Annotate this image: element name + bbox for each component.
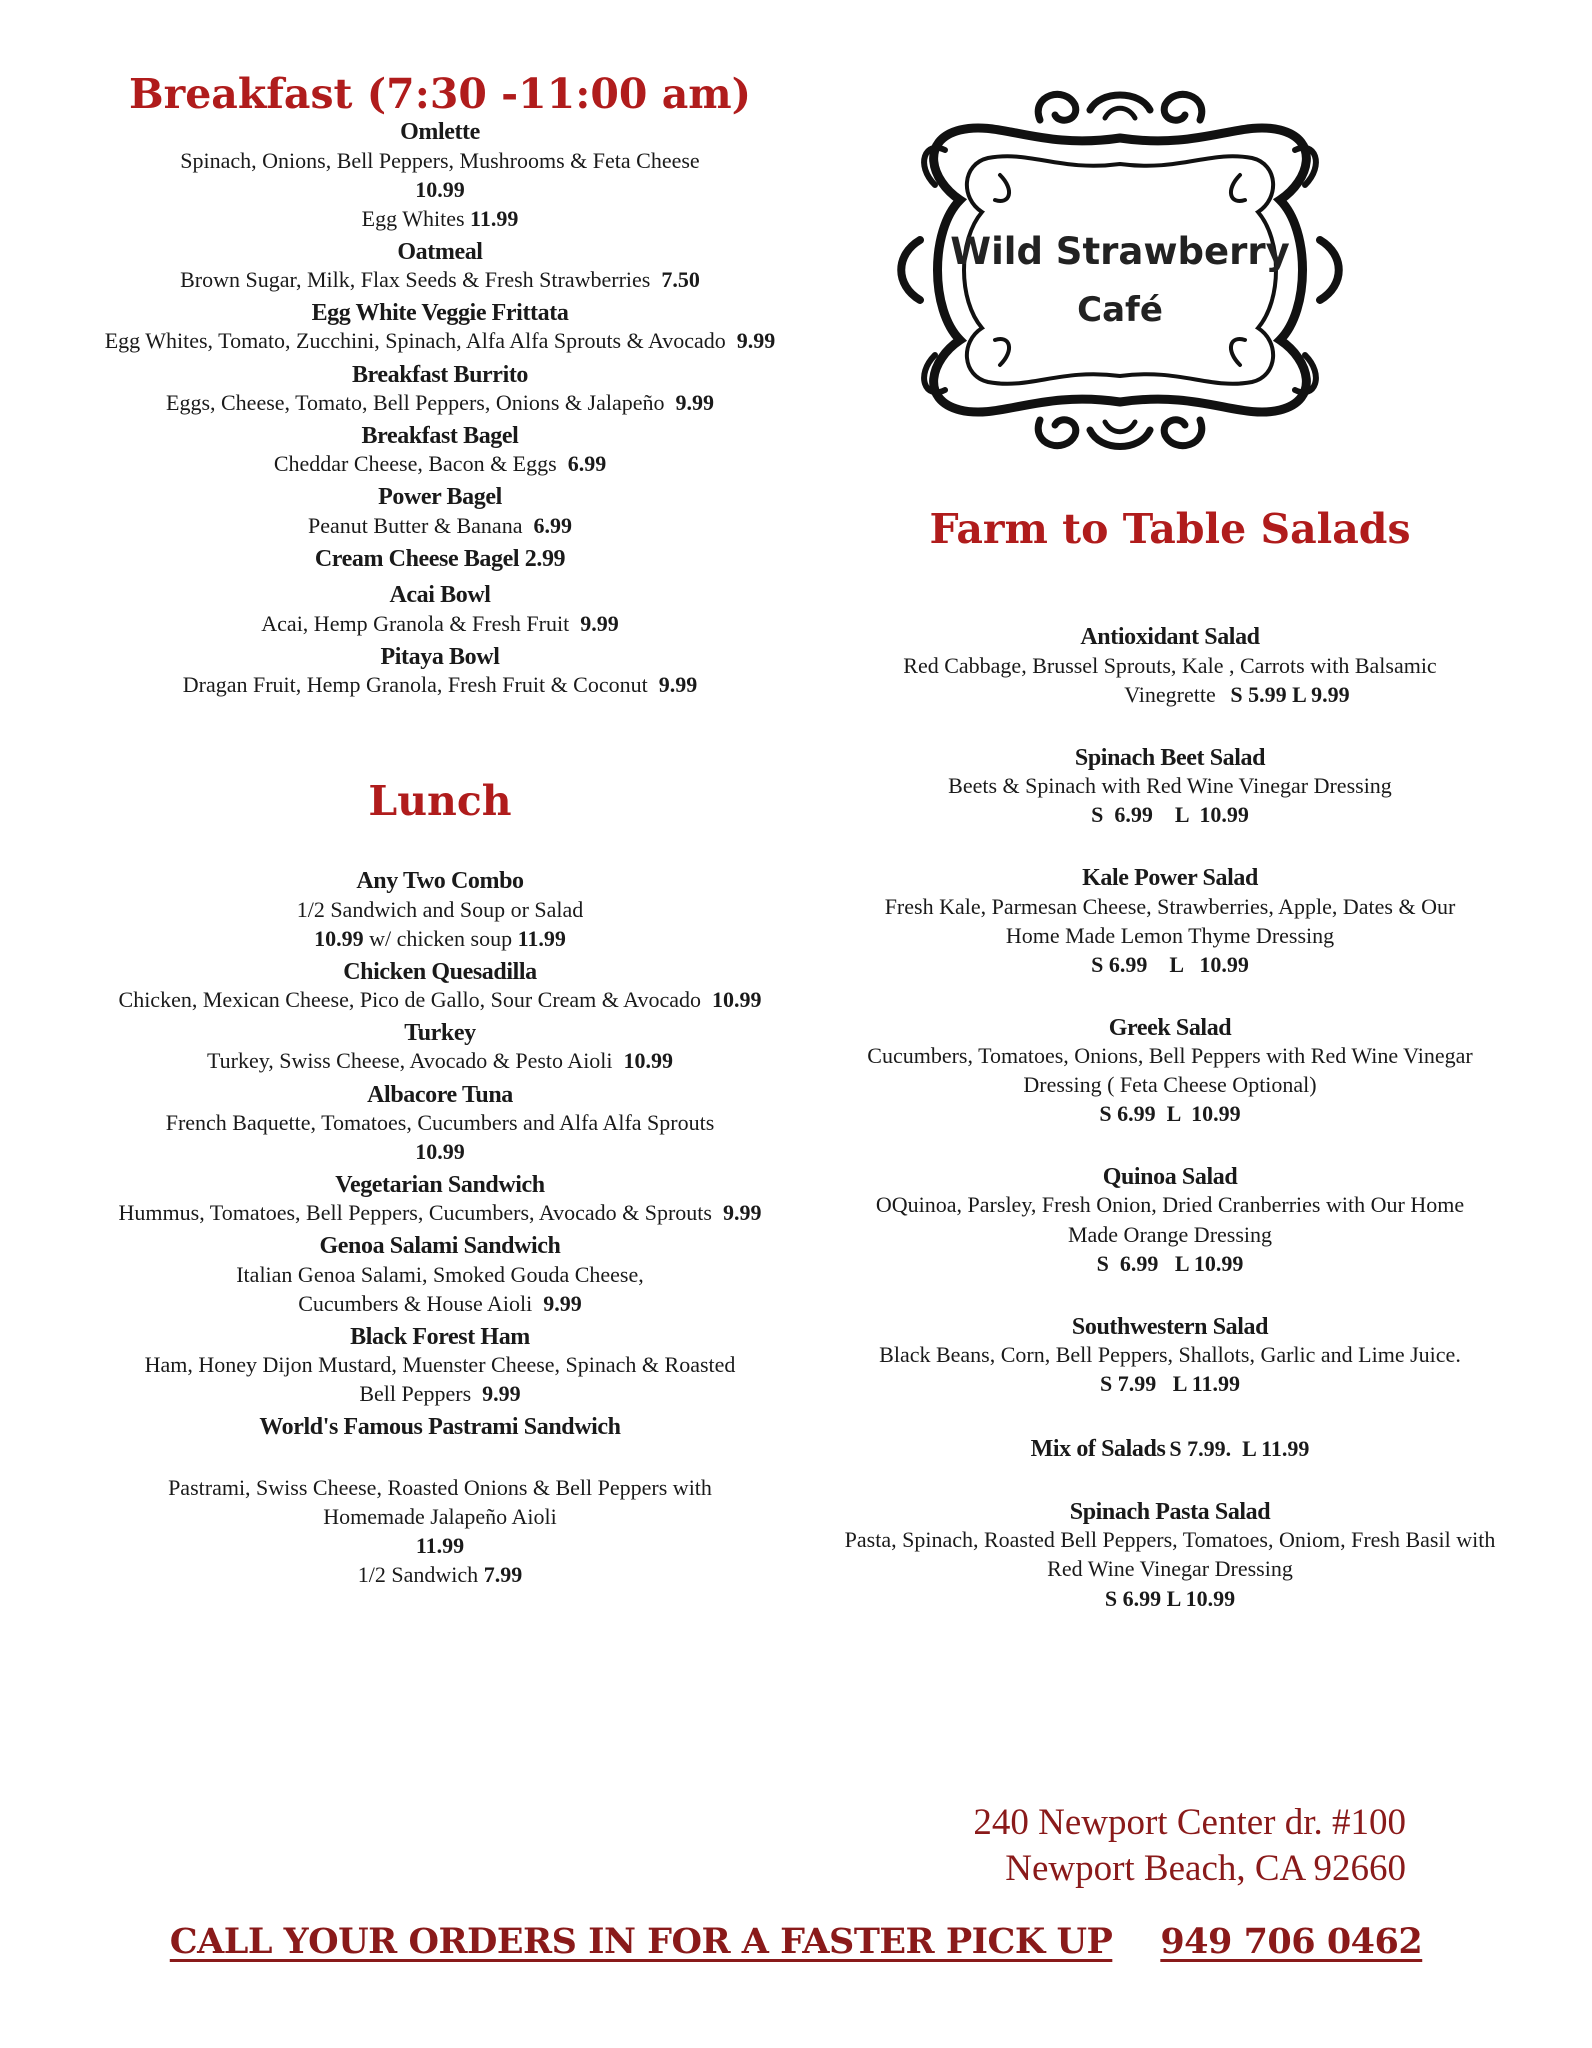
item-desc: Cucumbers, Tomatoes, Onions, Bell Peppers with Red Wine Vinegar Dressing ( Feta Cheese Optional) (867, 1043, 1473, 1098)
item-price: 10.99 (623, 1048, 674, 1074)
item-name: Breakfast Burrito (351, 361, 529, 388)
address-line-2: Newport Beach, CA 92660 (1005, 1848, 1406, 1890)
item-price: 6.99 (567, 451, 607, 477)
item-desc: Dragan Fruit, Hemp Granola, Fresh Fruit & Coconut (182, 671, 648, 697)
item-desc: French Baquette, Tomatoes, Cucumbers and Alfa Alfa Sprouts (165, 1109, 715, 1135)
item-name: Spinach Beet Salad (1074, 744, 1266, 771)
item-name: Antioxidant Salad (1080, 624, 1260, 651)
item-price: 10.99 (711, 987, 762, 1013)
cafe-logo (890, 80, 1350, 460)
item-desc: Peanut Butter & Banana (308, 512, 523, 538)
item-name: Black Forest Ham (350, 1323, 530, 1350)
menu-item (100, 423, 780, 478)
address-line-1: 240 Newport Center dr. #100 (973, 1802, 1406, 1843)
item-desc-line (100, 670, 780, 699)
extra-price: 7.99 (483, 1561, 523, 1587)
lunch-list (100, 868, 780, 1589)
item-name: Egg White Veggie Frittata (311, 300, 569, 327)
item-name: Kale Power Salad (1082, 865, 1258, 892)
item-desc-line (100, 1046, 780, 1075)
item-price: 11.99 (415, 1532, 465, 1558)
item-desc: Pasta, Spinach, Roasted Bell Peppers, Tomatoes, Oniom, Fresh Basil with Red Wine Vinegar Dressing (844, 1527, 1496, 1582)
extra-label: w/ chicken soup (369, 925, 513, 951)
item-price: S 7.99. L 11.99 (1169, 1436, 1310, 1462)
item-price: 9.99 (482, 1381, 521, 1407)
item-name: Breakfast Bagel (361, 422, 519, 449)
menu-item (820, 1314, 1520, 1398)
item-desc-line (100, 1260, 780, 1318)
item-name: Any Two Combo (356, 868, 524, 895)
item-name: Albacore Tuna (367, 1081, 513, 1108)
item-extra (100, 204, 780, 233)
menu-item (820, 624, 1520, 708)
item-desc: Brown Sugar, Milk, Flax Seeds & Fresh Strawberries (180, 267, 651, 293)
item-price: 10.99 (314, 925, 364, 951)
menu-item (820, 1164, 1520, 1277)
menu-item (100, 239, 780, 294)
item-extra (100, 1560, 780, 1589)
call-to-order-banner (0, 1921, 1592, 1962)
menu-item (820, 865, 1520, 978)
item-name: Vegetarian Sandwich (335, 1171, 545, 1198)
item-price: S 6.99 L 10.99 (1096, 1250, 1244, 1276)
logo-line-2: Café (1077, 290, 1163, 330)
item-name: Acai Bowl (389, 582, 491, 609)
salads-list (820, 624, 1520, 1612)
item-desc: Eggs, Cheese, Tomato, Bell Peppers, Onions & Jalapeño (166, 389, 665, 415)
extra-label: Egg Whites (361, 205, 465, 231)
item-desc-line (100, 388, 780, 417)
menu-item (100, 362, 780, 417)
item-name: Pitaya Bowl (380, 643, 500, 670)
item-price: 9.99 (722, 1200, 762, 1226)
item-desc: Beets & Spinach with Red Wine Vinegar Dressing (948, 773, 1392, 799)
item-name: Oatmeal (397, 238, 483, 265)
menu-item (100, 1082, 780, 1166)
menu-item (820, 1499, 1520, 1612)
menu-item (100, 1020, 780, 1075)
item-price: S 5.99 L 9.99 (1230, 681, 1350, 707)
menu-item (820, 745, 1520, 829)
item-price: 9.99 (736, 328, 776, 354)
item-desc-line (100, 265, 780, 294)
item-price-line (100, 924, 780, 953)
menu-item (100, 582, 780, 637)
menu-item (100, 119, 780, 232)
item-price: S 6.99 L 10.99 (1091, 951, 1249, 977)
item-price: S 6.99 L 10.99 (1091, 802, 1249, 828)
menu-item (100, 644, 780, 699)
item-desc-line (100, 449, 780, 478)
item-desc: Fresh Kale, Parmesan Cheese, Strawberries, Apple, Dates & Our Home Made Lemon Thyme Dressing (884, 893, 1456, 948)
salads-title: Farm to Table Salads (929, 505, 1411, 553)
item-desc: OQuinoa, Parsley, Fresh Onion, Dried Cranberries with Our Home Made Orange Dressing (875, 1192, 1465, 1247)
address-block (973, 1800, 1406, 1893)
breakfast-list (100, 119, 780, 699)
callout-text: CALL YOUR ORDERS IN FOR A FASTER PICK UP (169, 1921, 1113, 1962)
item-price: 6.99 (533, 512, 572, 538)
menu-item (100, 868, 780, 952)
menu-item (100, 1414, 780, 1589)
item-desc: Acai, Hemp Granola & Fresh Fruit (261, 610, 570, 636)
menu-item (100, 546, 780, 572)
item-desc: Red Cabbage, Brussel Sprouts, Kale , Carrots with Balsamic Vinegrette (903, 652, 1437, 707)
item-price: S 6.99 L 10.99 (1099, 1101, 1241, 1127)
item-desc-line (100, 326, 780, 355)
item-desc-line (100, 985, 780, 1014)
item-price: 9.99 (543, 1290, 582, 1316)
menu-item (100, 1172, 780, 1227)
item-desc: Italian Genoa Salami, Smoked Gouda Cheese, Cucumbers & House Aioli (236, 1261, 644, 1316)
item-name: Omlette (400, 119, 480, 146)
item-name: Cream Cheese Bagel 2.99 (314, 545, 566, 572)
item-name: Chicken Quesadilla (343, 958, 537, 985)
item-desc: Pastrami, Swiss Cheese, Roasted Onions & Bell Peppers with Homemade Jalapeño Aioli (168, 1474, 712, 1529)
extra-price: 11.99 (470, 205, 519, 231)
item-desc: Black Beans, Corn, Bell Peppers, Shallots, Garlic and Lime Juice. (879, 1341, 1461, 1367)
item-name: World's Famous Pastrami Sandwich (259, 1414, 621, 1441)
item-name: Power Bagel (378, 484, 502, 511)
item-desc: Egg Whites, Tomato, Zucchini, Spinach, Alfa Alfa Sprouts & Avocado (104, 328, 726, 354)
item-desc: Spinach, Onions, Bell Peppers, Mushrooms & Feta Cheese (180, 147, 700, 173)
menu-item (100, 1324, 780, 1408)
item-price: 9.99 (658, 671, 698, 697)
left-column (100, 70, 780, 1595)
menu-item (820, 1015, 1520, 1128)
item-desc-line (100, 511, 780, 540)
logo-line-1: Wild Strawberry (950, 230, 1290, 273)
item-desc-line (100, 609, 780, 638)
item-desc: Turkey, Swiss Cheese, Avocado & Pesto Aioli (206, 1048, 613, 1074)
phone-number[interactable]: 949 706 0462 (1160, 1921, 1423, 1962)
item-price: 10.99 (415, 176, 465, 202)
item-name: Spinach Pasta Salad (1069, 1499, 1271, 1526)
menu-item (100, 1233, 780, 1317)
breakfast-title: Breakfast (7:30 -11:00 am) (128, 70, 752, 118)
item-name: Quinoa Salad (1102, 1164, 1238, 1191)
item-price: 9.99 (580, 610, 619, 636)
item-desc-line (100, 1198, 780, 1227)
item-desc-line (100, 1350, 780, 1408)
menu-item (100, 484, 780, 539)
item-price: 9.99 (675, 389, 714, 415)
extra-price: 11.99 (517, 925, 566, 951)
item-price: S 7.99 L 11.99 (1100, 1371, 1240, 1396)
item-name: Turkey (404, 1020, 476, 1047)
item-desc: Cheddar Cheese, Bacon & Eggs (273, 451, 557, 477)
menu-item (100, 300, 780, 355)
item-desc: 1/2 Sandwich and Soup or Salad (296, 896, 584, 922)
item-name: Greek Salad (1108, 1014, 1232, 1041)
lunch-title: Lunch (368, 777, 512, 826)
item-price: 7.50 (661, 267, 700, 293)
right-column (820, 505, 1520, 1649)
item-price: 10.99 (415, 1138, 465, 1164)
item-desc: Hummus, Tomatoes, Bell Peppers, Cucumbers, Avocado & Sprouts (118, 1200, 712, 1226)
menu-item (820, 1434, 1520, 1463)
item-price: S 6.99 L 10.99 (1104, 1585, 1236, 1611)
item-name: Mix of Salads (1030, 1436, 1166, 1463)
item-name: Genoa Salami Sandwich (319, 1233, 561, 1260)
item-desc: Ham, Honey Dijon Mustard, Muenster Cheese, Spinach & Roasted Bell Peppers (144, 1352, 736, 1407)
item-name: Southwestern Salad (1071, 1313, 1269, 1340)
menu-item (100, 959, 780, 1014)
item-desc: Chicken, Mexican Cheese, Pico de Gallo, Sour Cream & Avocado (118, 987, 701, 1013)
extra-label: 1/2 Sandwich (357, 1561, 479, 1587)
